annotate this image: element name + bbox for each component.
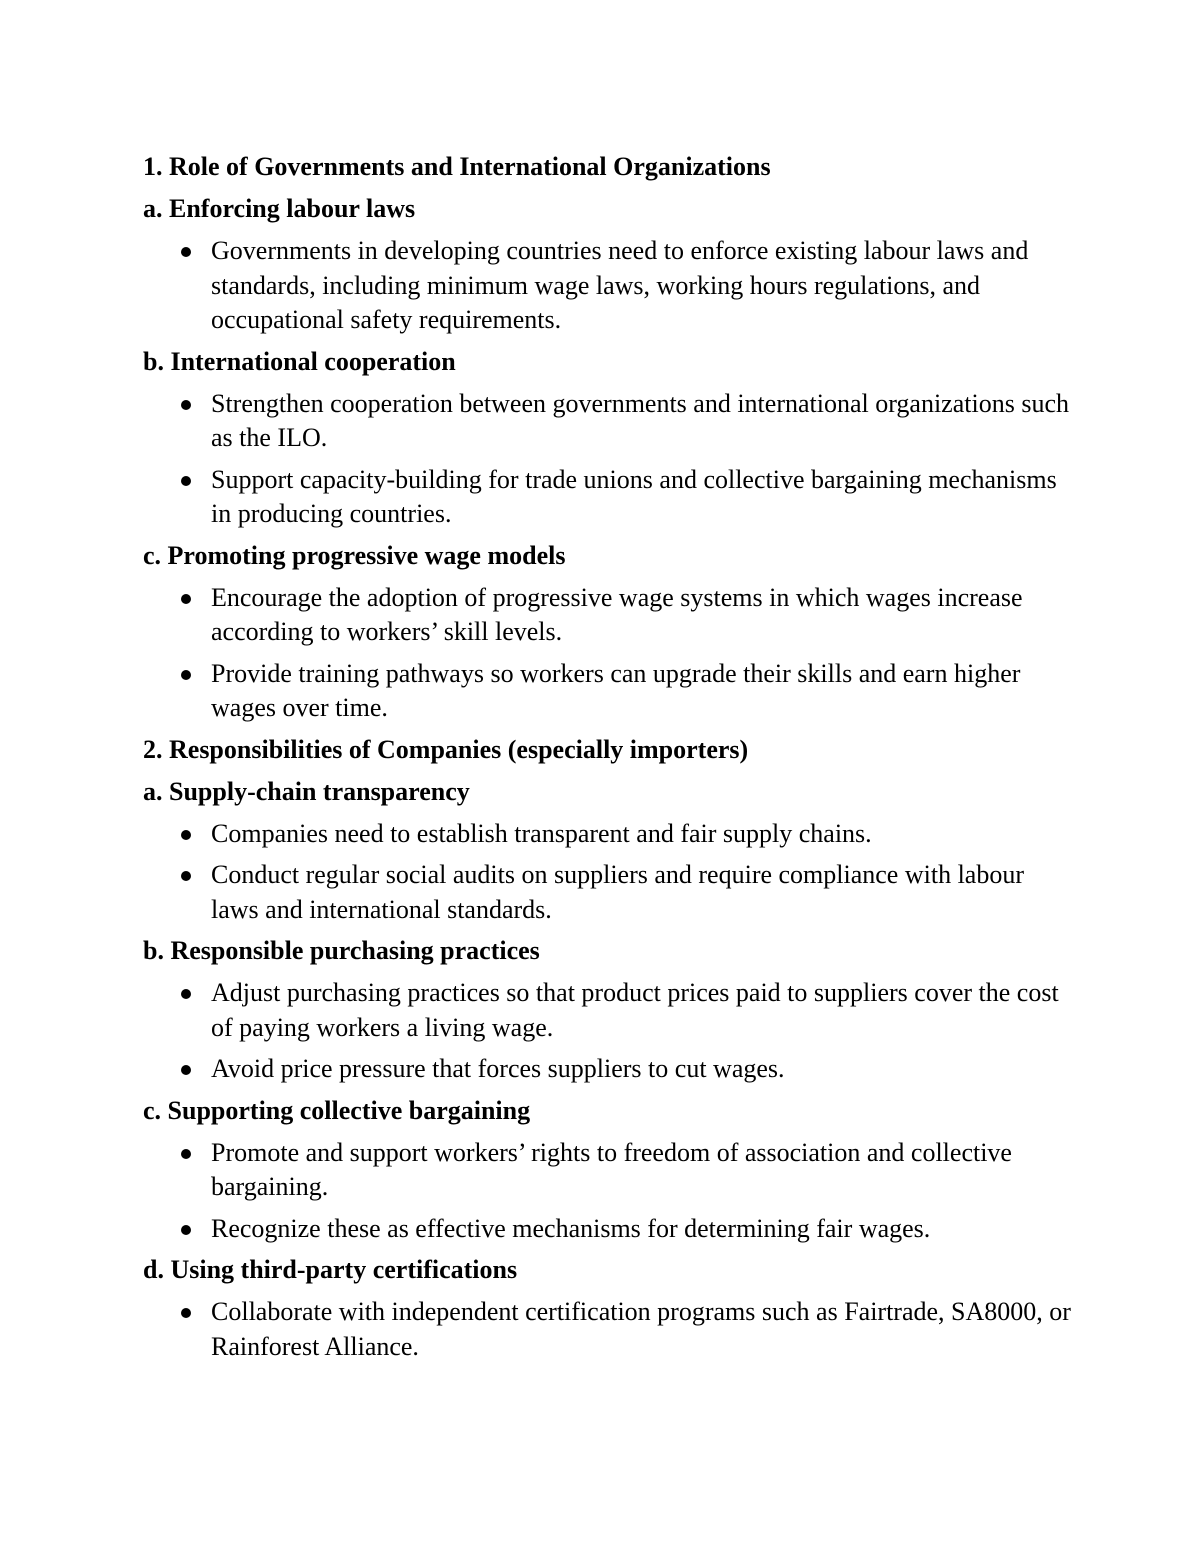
bullet-icon: [181, 670, 191, 680]
bullet-item: [143, 1052, 1073, 1087]
subsection-title: d. Using third-party certifications: [143, 1255, 518, 1284]
bullet-list: [143, 976, 1073, 1087]
bullet-item: [143, 976, 1073, 1045]
bullet-icon: [181, 989, 191, 999]
bullet-item: [143, 463, 1073, 532]
subsection-title: b. Responsible purchasing practices: [143, 936, 540, 965]
bullet-text: Avoid price pressure that forces suppliers to cut wages.: [211, 1054, 785, 1083]
section-1: [143, 150, 1073, 726]
bullet-text: Promote and support workers’ rights to freedom of association and collective bargaining.: [211, 1137, 1012, 1201]
bullet-text: Governments in developing countries need to enforce existing labour laws and standards, including minimum wage laws, working hours regulations, and occupational safety requirements.: [211, 236, 1029, 334]
bullet-item: [143, 234, 1073, 338]
document-page: [143, 150, 1073, 1371]
bullet-list: [143, 1295, 1073, 1364]
bullet-list: [143, 387, 1073, 532]
bullet-text: Conduct regular social audits on suppliers and require compliance with labour laws and international standards.: [211, 860, 1024, 924]
bullet-item: [143, 1295, 1073, 1364]
subsection-title: a. Enforcing labour laws: [143, 194, 416, 223]
bullet-icon: [181, 1065, 191, 1075]
subsection-title: b. International cooperation: [143, 346, 456, 376]
bullet-item: [143, 581, 1073, 650]
bullet-icon: [181, 1149, 191, 1159]
section-2: [143, 733, 1073, 1365]
section-heading: 1. Role of Governments and International Organizations: [143, 152, 771, 181]
bullet-text: Adjust purchasing practices so that product prices paid to suppliers cover the cost of paying workers a living wage.: [211, 978, 1059, 1042]
bullet-text: Encourage the adoption of progressive wage systems in which wages increase according to workers’ skill levels.: [211, 582, 1023, 646]
bullet-icon: [181, 1308, 191, 1318]
bullet-icon: [181, 871, 191, 881]
bullet-item: [143, 1212, 1073, 1247]
bullet-item: [143, 817, 1073, 852]
bullet-text: Strengthen cooperation between governments and international organizations such as the ILO.: [211, 388, 1069, 452]
section-heading: 2. Responsibilities of Companies (especially importers): [143, 734, 749, 764]
bullet-icon: [181, 830, 191, 840]
bullet-item: [143, 387, 1073, 456]
bullet-list: [143, 581, 1073, 726]
bullet-icon: [181, 247, 191, 257]
bullet-text: Companies need to establish transparent and fair supply chains.: [211, 818, 872, 848]
bullet-icon: [181, 1225, 191, 1235]
bullet-text: Provide training pathways so workers can upgrade their skills and earn higher wages over time.: [211, 658, 1021, 722]
bullet-item: [143, 858, 1073, 927]
bullet-list: [143, 1136, 1073, 1247]
bullet-text: Collaborate with independent certification programs such as Fairtrade, SA8000, or Rainforest Alliance.: [211, 1297, 1071, 1361]
bullet-text: Recognize these as effective mechanisms for determining fair wages.: [211, 1213, 931, 1243]
subsection-title: c. Supporting collective bargaining: [143, 1095, 531, 1125]
bullet-icon: [181, 594, 191, 604]
bullet-list: [143, 817, 1073, 928]
bullet-item: [143, 1136, 1073, 1205]
bullet-icon: [181, 476, 191, 486]
subsection-title: a. Supply-chain transparency: [143, 776, 470, 806]
bullet-text: Support capacity-building for trade unions and collective bargaining mechanisms in producing countries.: [211, 464, 1057, 528]
bullet-item: [143, 657, 1073, 726]
subsection-title: c. Promoting progressive wage models: [143, 540, 566, 570]
bullet-list: [143, 234, 1073, 338]
bullet-icon: [181, 400, 191, 410]
